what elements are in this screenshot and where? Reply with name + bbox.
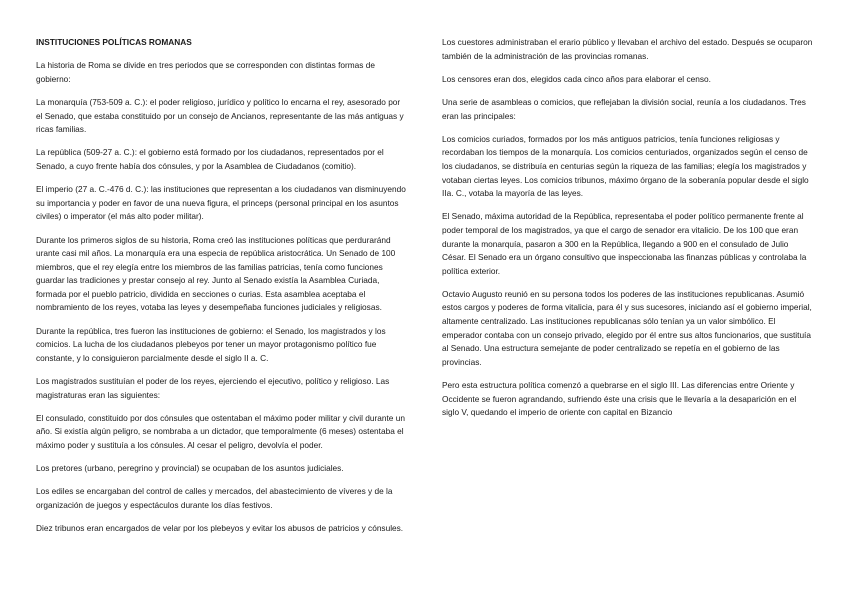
- paragraph-ediles: Los ediles se encargaban del control de calles y mercados, del abastecimiento de víveres y de la organización de juegos y espectáculos durante los días festivos.: [36, 486, 393, 510]
- paragraph-pretores: Los pretores (urbano, peregrino y provincial) se ocupaban de los asuntos judiciales.: [36, 463, 344, 474]
- paragraph-censores: Los censores eran dos, elegidos cada cinco años para elaborar el censo.: [442, 73, 711, 84]
- paragraph-primeros-siglos: Durante los primeros siglos de su historia, Roma creó las instituciones políticas que perduraránd urante casi mil años. La monarquía era una especia de república aristocrática. Un Senado de 100 miembros, que el rey elegía entre los miembros de las familias patricias, tenía como funciones guardar las tradiciones y prestar consejo al rey. Junto al Senado existía la Asamblea Curiada, formada por el pueblo patricio, dividida en secciones o curias. Esta asamblea aceptaba el nombramiento de los reyes, votaba las leyes y desempeñaba funciones judiciales y religiosas.: [36, 234, 396, 313]
- paragraph-intro: La historia de Roma se divide en tres periodos que se corresponden con distintas formas de gobierno:: [36, 60, 375, 84]
- paragraph-asambleas: Una serie de asambleas o comicios, que reflejaban la división social, reunía a los ciudadanos. Tres eran las principales:: [442, 96, 806, 121]
- paragraph-crisis: Pero esta estructura política comenzó a quebrarse en el siglo III. Las diferencias entre Oriente y Occidente se fueron agrandando, sufriendo éste una crisis que le llevaría a la desaparición en el siglo V, quedando el imperio de oriente con capital en Bizancio: [442, 380, 797, 418]
- right-column: [442, 36, 814, 429]
- paragraph-magistrados: Los magistrados sustituían el poder de los reyes, ejerciendo el ejecutivo, político y religioso. Las magistraturas eran las siguientes:: [36, 376, 390, 400]
- paragraph-tribunos: Diez tribunos eran encargados de velar por los plebeyos y evitar los abusos de patricios y cónsules.: [36, 523, 404, 534]
- paragraph-monarquia: La monarquía (753-509 a. C.): el poder religioso, jurídico y político lo encarna el rey, asesorado por el Senado, que estaba constituido por un consejo de Ancianos, representante de las más antiguas y ricas familias.: [36, 96, 404, 135]
- paragraph-imperio: El imperio (27 a. C.-476 d. C.): las instituciones que representan a los ciudadanos van disminuyendo su importancia y poder en favor de una nueva figura, el princeps (personal principal en los asuntos civiles) o imperator (el más alto poder militar).: [36, 184, 406, 222]
- paragraph-senado: El Senado, máxima autoridad de la República, representaba el poder político permanente frente al poder temporal de los magistrados, ya que el cargo de senador era vitalicio. De los 100 que eran durante la monarquía, pasaron a 300 en la República, llegando a 900 en el consulado de Julio César. El Senado era un órgano consultivo que inspeccionaba las finanzas públicas y controlaba la política exterior.: [442, 211, 807, 276]
- paragraph-republica-instituciones: Durante la república, tres fueron las instituciones de gobierno: el Senado, los magistrados y los comicios. La lucha de los ciudadanos plebeyos por tener un mayor protagonismo político fue constante, y lo consiguieron parcialmente desde el siglo II a. C.: [36, 325, 386, 363]
- paragraph-octavio-augusto: Octavio Augusto reunió en su persona todos los poderes de las instituciones republicanas. Asumió estos cargos y poderes de forma vitalicia, para él y sus sucesores, iniciando así el gobierno imperial, altamente centralizado. Las instituciones republicanas sólo tenían ya un valor simbólico. El emperador contaba con un consejo privado, elegido por él entre sus altos funcionarios, que sustituía al Senado. Una estructura semejante de poder centralizado se repetía en el gobierno de las provincias.: [442, 288, 812, 367]
- document-title: INSTITUCIONES POLÍTICAS ROMANAS: [36, 37, 192, 47]
- paragraph-republica: La república (509-27 a. C.): el gobierno está formado por los ciudadanos, representados por el Senado, a cuyo frente había dos cónsules, y por la Asamblea de Ciudadanos (comitio).: [36, 147, 384, 171]
- paragraph-comicios: Los comicios curiados, formados por los más antiguos patricios, tenía funciones religiosas y recordaban los tiempos de la monarquía. Los comicios centuriados, organizados según el censo de los ciudadanos, se distribuía en centurias según la riqueza de las familias; elegía los magistrados y votaban ciertas leyes. Los comicios tribunos, máximo órgano de la soberanía popular desde el siglo IIa. C., votaba la mayoría de las leyes.: [442, 133, 809, 199]
- left-column: [36, 36, 408, 545]
- paragraph-consulado: El consulado, constituido por dos cónsules que ostentaban el máximo poder militar y civil durante un año. Si existía algún peligro, se nombraba a un dictador, que temporalmente (6 meses) ostentaba el máximo poder y sustituía a los cónsules. Al cesar el peligro, devolvía el poder.: [36, 412, 405, 450]
- paragraph-cuestores: Los cuestores administraban el erario público y llevaban el archivo del estado. Después se ocuparon también de la administración de las provincias romanas.: [442, 37, 813, 61]
